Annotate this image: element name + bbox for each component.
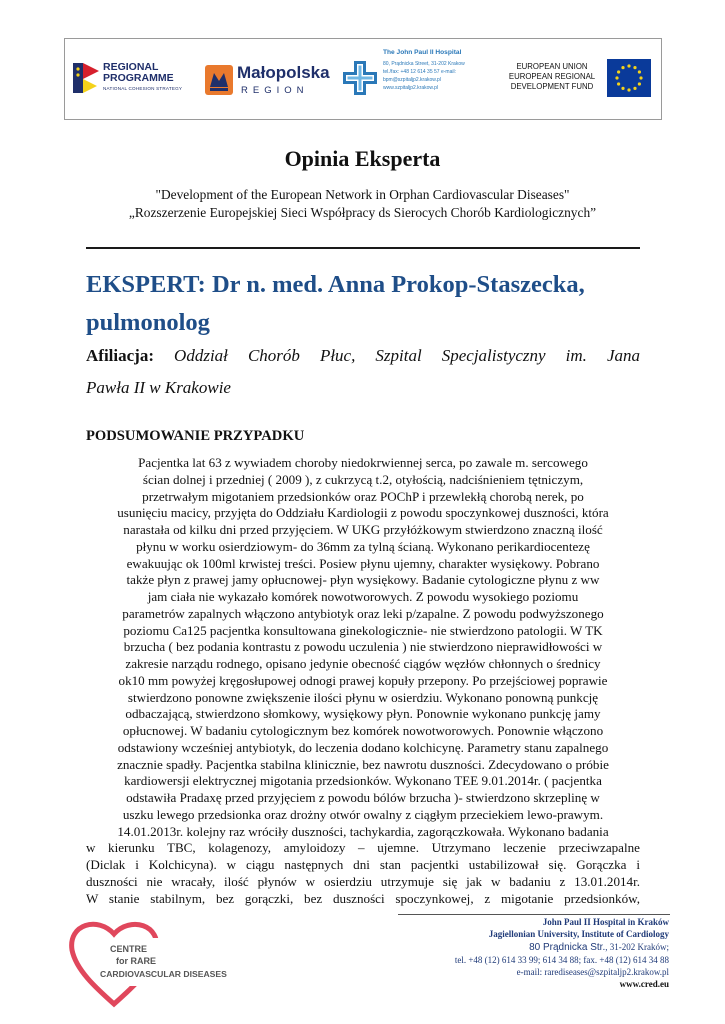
affiliation [86, 340, 640, 372]
body-line: usunięciu macicy, przyjęta do Oddziału Kardiologii z powodu spoczynkowej duszności, która [117, 505, 609, 521]
footer-hospital: John Paul II Hospital in Kraków [542, 917, 669, 927]
footer-address [455, 941, 669, 954]
body-line: narastała od kilku dni przed przyjęciem. W UKG przyłóżkowym stwierdzono znaczną ilość [123, 522, 603, 537]
expert-heading [86, 266, 646, 342]
page-title: Opinia Eksperta [284, 146, 441, 171]
body-line: kardiowersji elektrycznej migotania przedsionków. Wykonano TEE 9.01.2014r. ( pacjentka [124, 773, 602, 789]
body-line: parametrów zapalnych włączono antybiotyk oraz leki p/zapalne. Z powodu podwyższonego [122, 605, 604, 621]
malopolska-crest-icon [205, 65, 233, 95]
hospital-name: The John Paul II Hospital [383, 49, 462, 56]
case-summary [86, 455, 640, 907]
centre-rare-cardiovascular-logo [58, 910, 268, 1010]
hospital-phone: tel./fax: +48 12 614 35 57 e-mail: [383, 69, 456, 75]
eu-line2: EUROPEAN REGIONAL [508, 72, 596, 81]
body-line: Pacjentka lat 63 z wywiadem choroby niedokrwiennej serca, po zawale m. sercowego [138, 455, 588, 470]
project-title-en: "Development of the European Network in Orphan Cardiovascular Diseases" [155, 187, 570, 202]
body-line: odstawiony wcześniej antybiotyk, do leczenia dodano kolchicynę. Parametry stanu zapalnego [117, 739, 609, 755]
body-line: ścian dolnej i przedniej ( 2009 ), z cukrzycą t.2, otyłością, nadciśnieniem tętniczym, [142, 471, 584, 487]
affiliation-line1: Oddział Chorób Płuc, Szpital Specjalistyczny im. Jana [174, 346, 640, 365]
malopolska-name: Małopolska [237, 63, 330, 82]
footer-email[interactable]: e-mail: rarediseases@szpitaljp2.krakow.pl [516, 967, 669, 978]
footer-website[interactable]: www.cred.eu [619, 979, 669, 990]
eu-flag-icon [607, 59, 651, 97]
project-title-pl: „Rozszerzenie Europejskiej Sieci Współpracy ds Sierocych Chorób Kardiologicznych” [128, 205, 597, 220]
body-line: w kierunku TBC, kolagenozy, amyloidozy – ujemne. Utrzymano leczenie przeciwzapalne [86, 840, 640, 856]
footer-address-number: 80 Prądnicka [529, 941, 591, 953]
body-line: ewakuując ok 100ml krwistej treści. Posiew płynu ujemny, charakter wysiękowy. Pobrano [126, 555, 600, 571]
body-line: także płyn z prawej jamy opłucnowej- płyn wysiękowy. Badanie cytologiczne płynu z ww [126, 572, 600, 588]
malopolska-region: REGION [241, 85, 309, 96]
footer-institute: Jagiellonian University, Institute of Cardiology [488, 929, 669, 940]
regional-programme-tagline: NATIONAL COHESION STRATEGY [103, 86, 183, 91]
expert-name: EKSPERT: Dr n. med. Anna Prokop-Staszecka, [86, 271, 585, 298]
crd-logo-line3: CARDIOVASCULAR DISEASES [100, 969, 227, 979]
affiliation-label: Afiliacja: [86, 346, 154, 365]
body-line: W stanie stabilnym, bez gorączki, bez duszności spoczynkowej, z migotanie przedsionków, [86, 890, 640, 906]
footer-divider [398, 914, 670, 915]
body-line: płynu w worku osierdziowym- do 36mm za tylną ścianą. Wykonano perikardiocentezę [136, 538, 590, 554]
hospital-email: bpm@szpitaljp2.krakow.pl [383, 77, 441, 83]
body-line: poziomu Ca125 pacjentka konsultowana ginekologicznie- nie stwierdzono patologii. W TK [123, 622, 603, 638]
body-line: brzucha ( bez podania kontrastu z powodu uczulenia ) nie stwierdzono nieprawidłowości w [123, 639, 603, 655]
hospital-website: www.szpitaljp2.krakow.pl [383, 85, 439, 91]
body-line: opłucnowej. W badaniu cytologicznym bez komórek nowotworowych. Ponownie włączono [122, 723, 604, 738]
header-logo-box [64, 38, 662, 120]
regional-programme-line2: PROGRAMME [103, 72, 174, 84]
title-divider [86, 247, 640, 249]
footer-address-street: Str. [590, 941, 606, 953]
body-line: przetrwałym migotaniem przedsionków oraz POChP i przewlekłą chorobą nerek, po [142, 488, 584, 504]
eu-line1: EUROPEAN UNION [516, 62, 588, 71]
section-heading: PODSUMOWANIE PRZYPADKU [86, 428, 305, 444]
body-line: stwierdzono ponowne zwiększenie ilości płynu w osierdziu. Wykonano ponowną punkcję [127, 689, 599, 705]
footer-phone: tel. +48 (12) 614 33 99; 614 34 88; fax. +48 (12) 614 34 88 [454, 954, 669, 965]
body-line: uszku lewego przedsionka oraz drożny otwór owalny z ciągłym przeciekiem lewo-prawym. [122, 806, 604, 822]
hospital-cross-icon [343, 61, 377, 95]
eu-logo [495, 59, 655, 101]
body-line: (Diclak i Kolchicyna). w ciągu następnych dni stan pacjentki ustabilizował się. Gorączka i [86, 857, 640, 872]
body-line: 14.01.2013r. kolejny raz wróciły duszności, tachykardia, zagorączkowała. Wykonano badania [117, 823, 609, 839]
eu-line3: DEVELOPMENT FUND [510, 82, 594, 91]
hospital-logo [343, 49, 493, 111]
expert-specialty: pulmonolog [86, 309, 210, 336]
body-line: zakresie narządu rodnego, opisano jedynie obecność ciągów węzłów chłonnych o średnicy [125, 656, 601, 671]
regional-programme-line1: REGIONAL [103, 61, 159, 73]
regional-programme-logo [73, 59, 203, 99]
malopolska-logo [205, 63, 333, 97]
body-line: jam ciała nie wykazało komórek nowotworowych. Z powodu wysokiego poziomu [147, 589, 579, 604]
crd-logo-line2: for RARE [116, 956, 156, 966]
footer-address-city: , 31-202 Kraków; [605, 941, 669, 952]
affiliation-line2: Pawła II w Krakowie [86, 378, 231, 397]
crd-logo-line1: CENTRE [110, 944, 148, 954]
body-line: odbaczającą, stwierdzono słomkowy, wysiękowy płyn. Ponownie wykonano punkcję jamy [125, 706, 601, 722]
body-line: ok10 mm powyżej kręgosłupowej odnogi prawej kopuły przepony. Po przejściowej poprawie [118, 672, 608, 688]
body-line: znacznie spadły. Pacjentka stabilna klinicznie, bez nawrotu duszności. Zdecydowano o próbie [117, 756, 609, 772]
body-line: duszności nie wracały, ilość płynów w osierdziu utrzymuje się jak w badaniu z 13.01.2014r. [86, 873, 640, 889]
body-line: odstawiła Pradaxę przed przyjęciem z powodu bólów brzucha )- stwierdzono skrzeplinę w [126, 790, 600, 805]
hospital-address: 80, Prądnicka Street, 31-202 Krakow [383, 61, 465, 67]
footer-contact [455, 916, 669, 991]
regional-programme-flag-icon [73, 59, 99, 97]
